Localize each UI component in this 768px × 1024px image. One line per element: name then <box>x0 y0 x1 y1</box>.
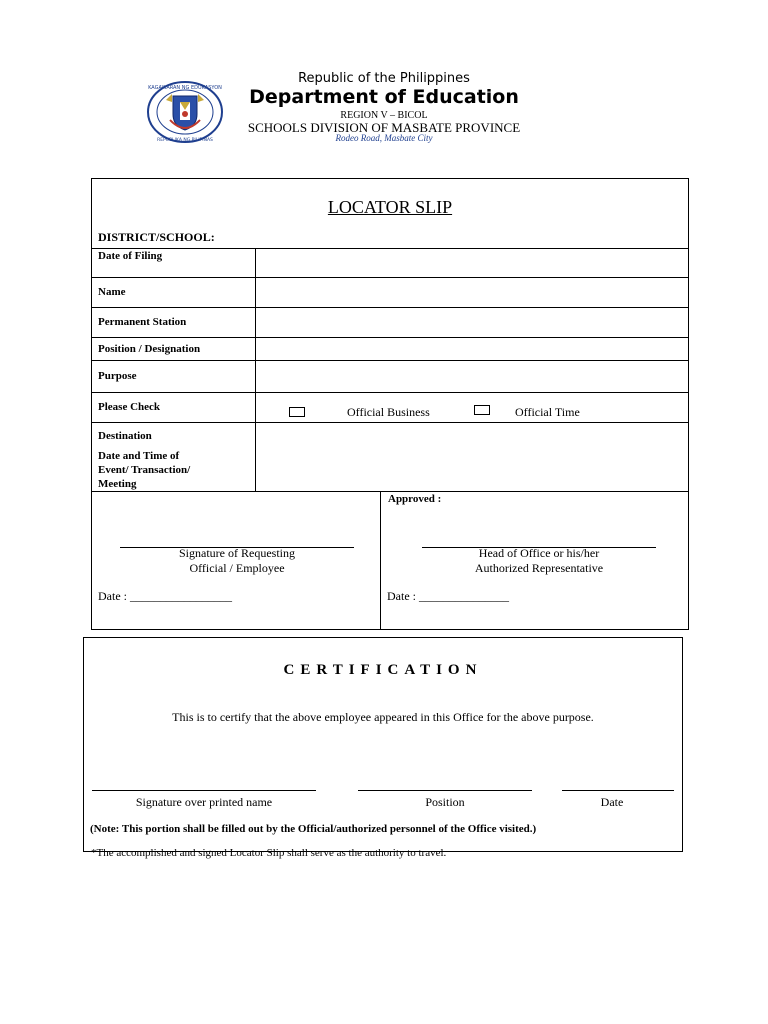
approved-label: Approved : <box>388 493 442 505</box>
requesting-signature-caption-1: Signature of Requesting <box>179 546 295 560</box>
date-time-label-line-2: Event/ Transaction/ <box>98 464 191 476</box>
destination-label: Destination <box>98 430 152 442</box>
requesting-signature-caption-2: Official / Employee <box>189 561 285 575</box>
table-rule <box>92 392 688 393</box>
form-title: LOCATOR SLIP <box>327 197 453 217</box>
svg-text:REPUBLIKA NG PILIPINAS: REPUBLIKA NG PILIPINAS <box>157 138 213 143</box>
table-rule <box>92 337 688 338</box>
table-rule <box>92 248 688 249</box>
column-divider <box>255 248 256 491</box>
table-rule <box>92 422 688 423</box>
certification-note: (Note: This portion shall be filled out by the Official/authorized personnel of the Office visited.) <box>90 823 537 835</box>
name-label: Name <box>98 286 126 298</box>
permanent-station-label: Permanent Station <box>98 316 187 328</box>
division-heading: SCHOOLS DIVISION OF MASBATE PROVINCE <box>247 120 521 135</box>
official-time-label: Official Time <box>515 405 580 419</box>
official-time-checkbox[interactable] <box>474 405 490 415</box>
head-date-field: Date : _______________ <box>387 589 509 603</box>
head-signature-caption-2: Authorized Representative <box>474 561 604 575</box>
cert-signature-label: Signature over printed name <box>135 795 273 809</box>
date-time-label-line-3: Meeting <box>98 478 137 490</box>
table-rule <box>92 307 688 308</box>
certification-title: CERTIFICATION <box>283 662 483 678</box>
district-school-label: DISTRICT/SCHOOL: <box>98 230 215 244</box>
office-address: Rodeo Road, Masbate City <box>335 133 433 143</box>
locator-slip-form <box>91 178 689 630</box>
cert-signature-line <box>92 790 316 791</box>
department-heading: Department of Education <box>249 86 519 108</box>
date-of-filing-label: Date of Filing <box>98 250 163 262</box>
republic-heading: Republic of the Philippines <box>298 71 470 86</box>
date-time-label-line-1: Date and Time of <box>98 450 180 462</box>
cert-position-label: Position <box>425 795 465 809</box>
requesting-date-field: Date : _________________ <box>98 589 232 603</box>
footnote: *The accomplished and signed Locator Slip shall serve as the authority to travel. <box>91 847 447 859</box>
certification-section <box>83 637 683 852</box>
cert-date-line <box>562 790 674 791</box>
table-rule <box>92 277 688 278</box>
position-designation-label: Position / Designation <box>98 343 201 355</box>
head-signature-caption-1: Head of Office or his/her <box>478 546 600 560</box>
official-business-label: Official Business <box>347 405 430 419</box>
cert-position-line <box>358 790 532 791</box>
table-rule <box>92 491 688 492</box>
cert-date-label: Date <box>600 795 624 809</box>
svg-text:KAGAWARAN NG EDUKASYON: KAGAWARAN NG EDUKASYON <box>148 85 222 91</box>
signature-divider <box>380 491 381 630</box>
certification-statement: This is to certify that the above employee appeared in this Office for the above purpose. <box>172 710 594 724</box>
please-check-label: Please Check <box>98 401 161 413</box>
purpose-label: Purpose <box>98 370 137 382</box>
region-heading: REGION V – BICOL <box>340 110 428 121</box>
table-rule <box>92 360 688 361</box>
official-business-checkbox[interactable] <box>289 407 305 417</box>
